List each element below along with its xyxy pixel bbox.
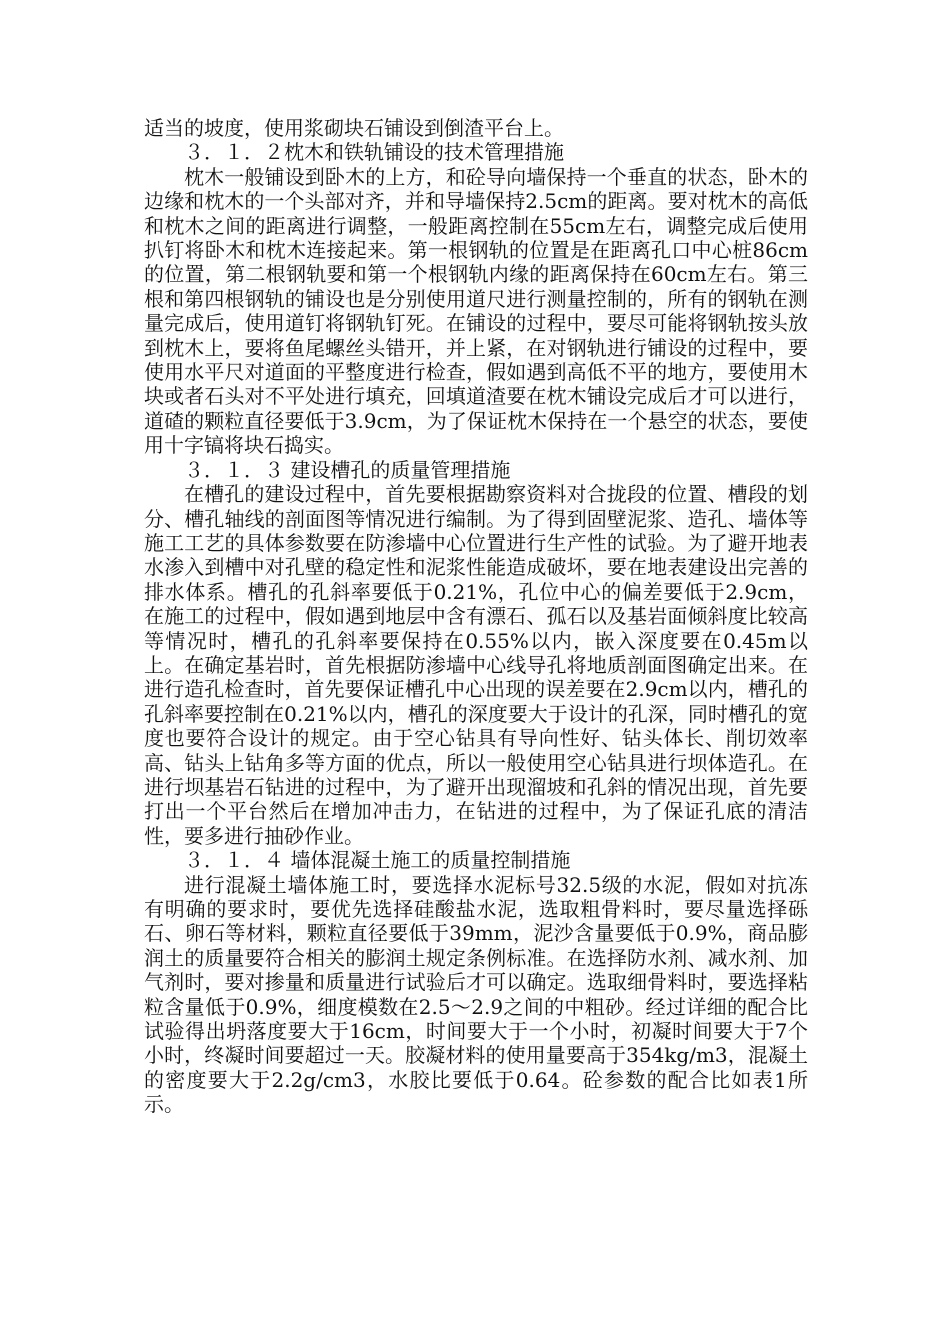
section-heading-3-1-3: ３．１．３ 建设槽孔的质量管理措施 [184, 457, 511, 482]
paragraph-slot-hole-quality: 在槽孔的建设过程中，首先要根据勘察资料对合拢段的位置、槽段的划分、槽孔轴线的剖面图等情况进行编制。为了得到固壁泥浆、造孔、墙体等施工工艺的具体参数要在防渗墙中心位置进行生产性的试验。为了避开地表水渗入到槽中对孔壁的稳定性和泥浆性能造成破坏，要在地表建设出完善的排水体系。槽孔的孔斜率要低于0.21%，孔位中心的偏差要低于2.9cm，在施工的过程中，假如遇到地层中含有漂石、孤石以及基岩面倾斜度比较高等情况时，槽孔的孔斜率要保持在0.55%以内，嵌入深度要在0.45m以上。在确定基岩时，首先根据防渗墙中心线导孔将地质剖面图确定出来。在进行造孔检查时，首先要保证槽孔中心出现的误差要在2.9cm以内，槽孔的孔斜率要控制在0.21%以内，槽孔的深度要大于设计的孔深，同时槽孔的宽度也要符合设计的规定。由于空心钻具有导向性好、钻头体长、削切效率高、钻头上钻角多等方面的优点，所以一般使用空心钻具进行坝体造孔。在进行坝基岩石钻进的过程中，为了避开出现溜坡和孔斜的情况出现，首先要打出一个平台然后在增加冲击力，在钻进的过程中，为了保证孔底的清洁性，要多进行抽砂作业。 [144, 482, 808, 848]
paragraph-continuation: 适当的坡度，使用浆砌块石铺设到倒渣平台上。 [144, 116, 564, 140]
paragraph-wall-concrete-quality: 进行混凝土墙体施工时，要选择水泥标号32.5级的水泥，假如对抗冻有明确的要求时，要优先选择硅酸盐水泥，选取粗骨料时，要尽量选择砾石、卵石等材料，颗粒直径要低于39mm，泥沙含量要低于0.9%，商品膨润土的质量要符合相关的膨润土规定条例标准。在选择防水剂、减水剂、加气剂时，要对掺量和质量进行试验后才可以确定。选取细骨料时，要选择粘粒含量低于0.9%，细度模数在2.5～2.9之间的中粗砂。经过详细的配合比试验得出坍落度要大于16cm，时间要大于一个小时，初凝时间要大于7个小时，终凝时间要超过一天。胶凝材料的使用量要高于354kg/m3，混凝土的密度要大于2.2g/cm3，水胶比要低于0.64。砼参数的配合比如表1所示。 [144, 872, 808, 1117]
paragraph-sleeper-rail-laying: 枕木一般铺设到卧木的上方，和砼导向墙保持一个垂直的状态，卧木的边缘和枕木的一个头部对齐，并和导墙保持2.5cm的距离。要对枕木的高低和枕木之间的距离进行调整，一般距离控制在55cm左右，调整完成后使用扒钉将卧木和枕木连接起来。第一根钢轨的位置是在距离孔口中心桩86cm的位置，第二根钢轨要和第一个根钢轨内缘的距离保持在60cm左右。第三根和第四根钢轨的铺设也是分别使用道尺进行测量控制的，所有的钢轨在测量完成后，使用道钉将钢轨钉死。在铺设的过程中，要尽可能将钢轨按头放到枕木上，要将鱼尾螺丝头错开，并上紧，在对钢轨进行铺设的过程中，要使用水平尺对道面的平整度进行检查，假如遇到高低不平的地方，要使用木块或者石头对不平处进行填充，回填道渣要在枕木铺设完成后才可以进行，道碴的颗粒直径要低于3.9cm，为了保证枕木保持在一个悬空的状态，要使用十字镐将块石捣实。 [144, 164, 808, 458]
document-page [144, 116, 808, 1117]
section-heading-3-1-4: ３．１．４ 墙体混凝土施工的质量控制措施 [184, 848, 571, 873]
section-heading-3-1-2: ３．１．２枕木和铁轨铺设的技术管理措施 [184, 140, 564, 165]
